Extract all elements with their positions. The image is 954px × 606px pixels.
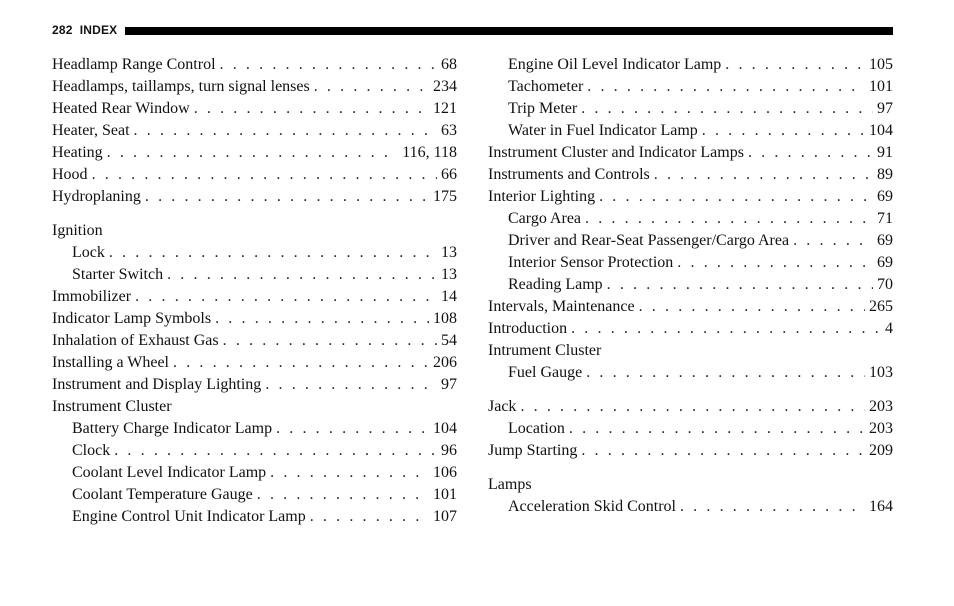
index-entry bbox=[52, 164, 457, 186]
dot-leader bbox=[135, 286, 437, 308]
entry-term: Instrument Cluster and Indicator Lamps bbox=[488, 144, 744, 161]
index-entry bbox=[52, 186, 457, 208]
dot-leader bbox=[680, 496, 865, 518]
dot-leader bbox=[173, 352, 429, 374]
index-entry bbox=[52, 142, 457, 164]
index-entry bbox=[52, 352, 457, 374]
index-subentry bbox=[488, 208, 893, 230]
entry-term: Interior Lighting bbox=[488, 188, 596, 205]
index-entry bbox=[488, 296, 893, 318]
index-entry bbox=[52, 308, 457, 330]
entry-page-number: 107 bbox=[433, 508, 457, 525]
index-subentry bbox=[488, 274, 893, 296]
dot-leader bbox=[145, 186, 429, 208]
entry-term: Installing a Wheel bbox=[52, 354, 169, 371]
dot-leader bbox=[310, 506, 429, 528]
entry-page-number: 175 bbox=[433, 188, 457, 205]
index-subentry bbox=[488, 76, 893, 98]
dot-leader bbox=[134, 120, 437, 142]
entry-term: Lock bbox=[72, 244, 105, 261]
entry-term: Heater, Seat bbox=[52, 122, 130, 139]
index-entry bbox=[52, 54, 457, 76]
index-entry bbox=[488, 440, 893, 462]
index-subentry bbox=[488, 252, 893, 274]
index-entry bbox=[488, 186, 893, 208]
entry-page-number: 101 bbox=[433, 486, 457, 503]
index-subentry bbox=[488, 418, 893, 440]
index-subentry bbox=[52, 462, 457, 484]
entry-page-number: 91 bbox=[877, 144, 893, 161]
entry-page-number: 164 bbox=[869, 498, 893, 515]
dot-leader bbox=[725, 54, 865, 76]
index-entry bbox=[488, 340, 893, 362]
entry-term: Indicator Lamp Symbols bbox=[52, 310, 212, 327]
entry-page-number: 89 bbox=[877, 166, 893, 183]
dot-leader bbox=[265, 374, 437, 396]
dot-leader bbox=[581, 98, 873, 120]
entry-term: Hood bbox=[52, 166, 88, 183]
entry-page-number: 104 bbox=[869, 122, 893, 139]
entry-page-number: 101 bbox=[869, 78, 893, 95]
index-subentry bbox=[488, 230, 893, 252]
entry-term: Coolant Level Indicator Lamp bbox=[72, 464, 267, 481]
entry-page-number: 70 bbox=[877, 276, 893, 293]
entry-term: Ignition bbox=[52, 222, 103, 239]
entry-term: Acceleration Skid Control bbox=[508, 498, 676, 515]
index-column-left bbox=[52, 54, 457, 528]
entry-term: Headlamps, taillamps, turn signal lenses bbox=[52, 78, 310, 95]
entry-term: Instruments and Controls bbox=[488, 166, 650, 183]
entry-term: Lamps bbox=[488, 476, 532, 493]
entry-page-number: 234 bbox=[433, 78, 457, 95]
dot-leader bbox=[107, 142, 399, 164]
index-column-right bbox=[488, 54, 893, 518]
dot-leader bbox=[581, 440, 865, 462]
entry-term: Fuel Gauge bbox=[508, 364, 583, 381]
entry-page-number: 206 bbox=[433, 354, 457, 371]
entry-term: Intrument Cluster bbox=[488, 342, 602, 359]
entry-term: Engine Oil Level Indicator Lamp bbox=[508, 56, 722, 73]
entry-page-number: 203 bbox=[869, 420, 893, 437]
entry-page-number: 4 bbox=[885, 320, 893, 337]
entry-term: Jack bbox=[488, 398, 517, 415]
header-rule bbox=[125, 27, 893, 35]
dot-leader bbox=[677, 252, 873, 274]
entry-page-number: 66 bbox=[441, 166, 457, 183]
entry-term: Starter Switch bbox=[72, 266, 164, 283]
entry-term: Immobilizer bbox=[52, 288, 132, 305]
dot-leader bbox=[654, 164, 873, 186]
entry-page-number: 265 bbox=[869, 298, 893, 315]
dot-leader bbox=[114, 440, 437, 462]
entry-page-number: 97 bbox=[441, 376, 457, 393]
index-entry bbox=[52, 98, 457, 120]
index-subentry bbox=[488, 98, 893, 120]
dot-leader bbox=[599, 186, 873, 208]
entry-term: Clock bbox=[72, 442, 111, 459]
index-entry bbox=[52, 330, 457, 352]
index-subentry bbox=[488, 54, 893, 76]
entry-term: Interior Sensor Protection bbox=[508, 254, 674, 271]
dot-leader bbox=[586, 362, 865, 384]
dot-leader bbox=[569, 418, 865, 440]
entry-page-number: 13 bbox=[441, 266, 457, 283]
index-subentry bbox=[52, 242, 457, 264]
dot-leader bbox=[270, 462, 429, 484]
entry-term: Battery Charge Indicator Lamp bbox=[72, 420, 273, 437]
entry-term: Reading Lamp bbox=[508, 276, 603, 293]
entry-page-number: 108 bbox=[433, 310, 457, 327]
index-entry bbox=[52, 374, 457, 396]
entry-page-number: 63 bbox=[441, 122, 457, 139]
entry-page-number: 106 bbox=[433, 464, 457, 481]
dot-leader bbox=[571, 318, 881, 340]
entry-page-number: 121 bbox=[433, 100, 457, 117]
dot-leader bbox=[220, 54, 437, 76]
dot-leader bbox=[702, 120, 865, 142]
entry-term: Driver and Rear-Seat Passenger/Cargo Area bbox=[508, 232, 790, 249]
dot-leader bbox=[793, 230, 873, 252]
page-header bbox=[52, 22, 893, 38]
index-subentry bbox=[52, 264, 457, 286]
dot-leader bbox=[607, 274, 873, 296]
dot-leader bbox=[520, 396, 865, 418]
entry-term: Water in Fuel Indicator Lamp bbox=[508, 122, 698, 139]
entry-term: Engine Control Unit Indicator Lamp bbox=[72, 508, 306, 525]
index-subentry bbox=[52, 440, 457, 462]
entry-page-number: 203 bbox=[869, 398, 893, 415]
index-entry bbox=[488, 142, 893, 164]
entry-term: Heated Rear Window bbox=[52, 100, 190, 117]
dot-leader bbox=[314, 76, 429, 98]
index-entry bbox=[488, 164, 893, 186]
entry-page-number: 69 bbox=[877, 188, 893, 205]
index-entry bbox=[52, 396, 457, 418]
entry-page-number: 54 bbox=[441, 332, 457, 349]
entry-page-number: 14 bbox=[441, 288, 457, 305]
entry-term: Intervals, Maintenance bbox=[488, 298, 635, 315]
entry-term: Jump Starting bbox=[488, 442, 578, 459]
entry-term: Headlamp Range Control bbox=[52, 56, 216, 73]
dot-leader bbox=[257, 484, 429, 506]
entry-page-number: 103 bbox=[869, 364, 893, 381]
entry-term: Heating bbox=[52, 144, 103, 161]
dot-leader bbox=[748, 142, 873, 164]
entry-page-number: 13 bbox=[441, 244, 457, 261]
index-entry bbox=[488, 318, 893, 340]
index-subentry bbox=[488, 496, 893, 518]
entry-page-number: 209 bbox=[869, 442, 893, 459]
dot-leader bbox=[167, 264, 437, 286]
section-title: INDEX bbox=[79, 23, 118, 37]
entry-term: Location bbox=[508, 420, 565, 437]
index-subentry bbox=[52, 418, 457, 440]
entry-term: Cargo Area bbox=[508, 210, 582, 227]
index-subentry bbox=[488, 362, 893, 384]
entry-term: Hydroplaning bbox=[52, 188, 141, 205]
dot-leader bbox=[639, 296, 865, 318]
entry-page-number: 104 bbox=[433, 420, 457, 437]
index-entry bbox=[52, 286, 457, 308]
index-subentry bbox=[52, 484, 457, 506]
index-subentry bbox=[488, 120, 893, 142]
index-entry bbox=[488, 396, 893, 418]
entry-term: Tachometer bbox=[508, 78, 584, 95]
index-entry bbox=[52, 220, 457, 242]
dot-leader bbox=[194, 98, 429, 120]
entry-page-number: 105 bbox=[869, 56, 893, 73]
dot-leader bbox=[109, 242, 437, 264]
dot-leader bbox=[585, 208, 873, 230]
entry-page-number: 69 bbox=[877, 232, 893, 249]
index-entry bbox=[52, 76, 457, 98]
index-entry bbox=[52, 120, 457, 142]
entry-term: Introduction bbox=[488, 320, 568, 337]
index-subentry bbox=[52, 506, 457, 528]
entry-term: Inhalation of Exhaust Gas bbox=[52, 332, 219, 349]
page-number: 282 bbox=[52, 23, 73, 37]
entry-term: Instrument and Display Lighting bbox=[52, 376, 262, 393]
entry-page-number: 96 bbox=[441, 442, 457, 459]
dot-leader bbox=[223, 330, 437, 352]
dot-leader bbox=[92, 164, 437, 186]
dot-leader bbox=[276, 418, 429, 440]
entry-page-number: 97 bbox=[877, 100, 893, 117]
page-header-label bbox=[52, 23, 117, 37]
dot-leader bbox=[215, 308, 429, 330]
dot-leader bbox=[587, 76, 865, 98]
entry-term: Trip Meter bbox=[508, 100, 578, 117]
entry-page-number: 116, 118 bbox=[402, 144, 457, 161]
entry-page-number: 68 bbox=[441, 56, 457, 73]
entry-page-number: 71 bbox=[877, 210, 893, 227]
entry-term: Coolant Temperature Gauge bbox=[72, 486, 253, 503]
entry-term: Instrument Cluster bbox=[52, 398, 172, 415]
entry-page-number: 69 bbox=[877, 254, 893, 271]
index-entry bbox=[488, 474, 893, 496]
